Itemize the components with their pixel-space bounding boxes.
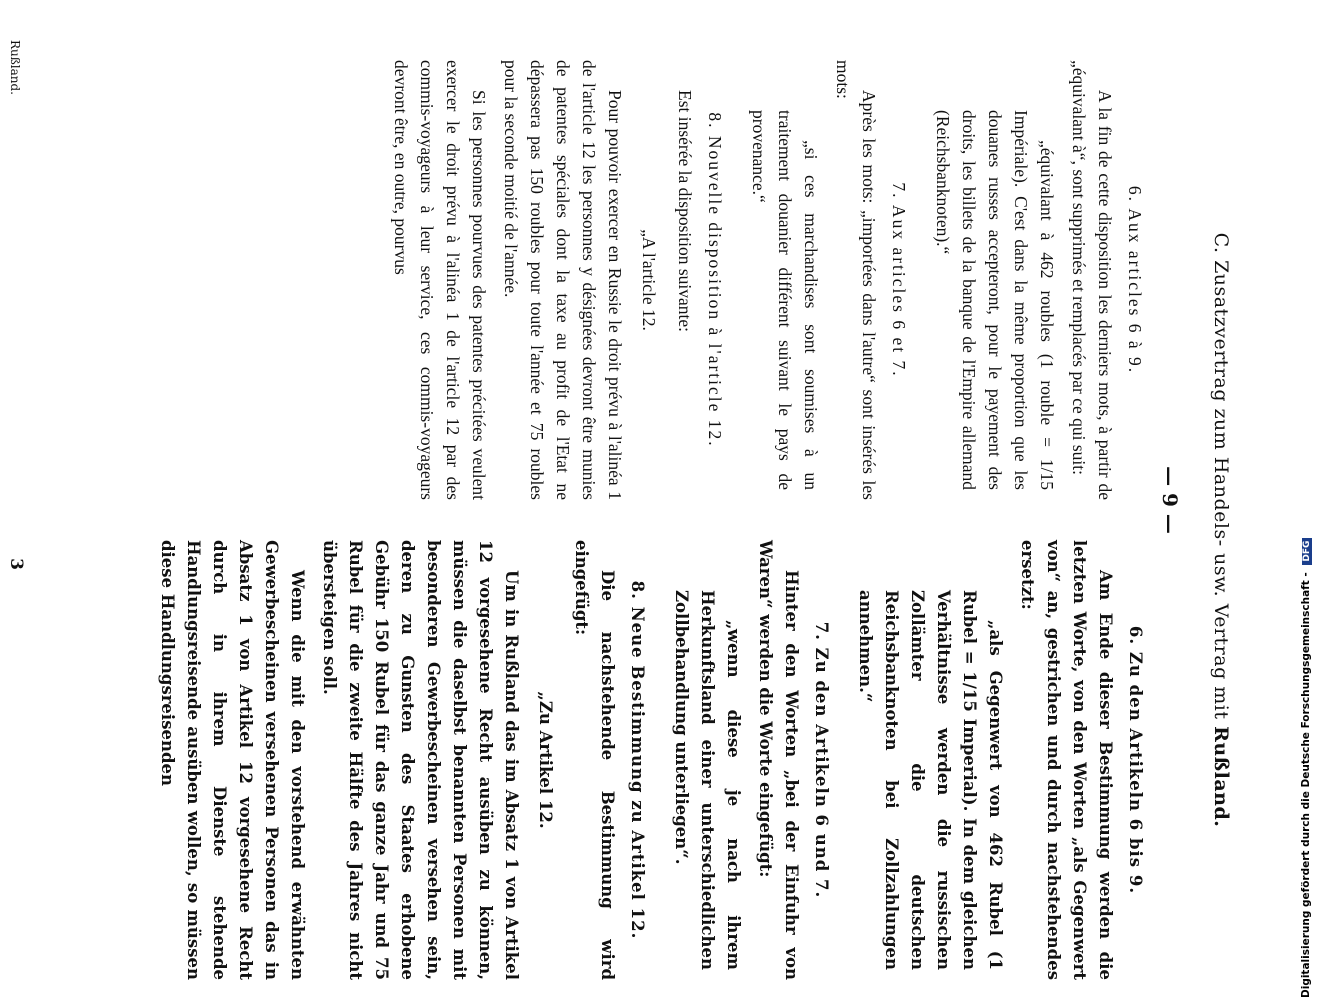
paragraph: Après les mots: „importées dans l'autre“ sont insérés les mots: <box>833 60 879 500</box>
paragraph: Wenn die mit den vorstehend erwähnten Gewerbescheinen versehenen Personen das in Absatz 1 von Artikel 12 vorgesehene Recht durch in ihrem Dienste stehende Handlungsreisende ausüben wollen, so müssen diese Handlungsreisenden <box>158 540 307 980</box>
article-subheading: „A l'article 12. <box>639 229 659 331</box>
footer-country: Rußland. <box>8 40 22 95</box>
paragraph: Um in Rußland das im Absatz 1 von Artikel 12 vorgesehene Recht ausüben zu können, müssen die daselbst benannten Personen mit besonderen Gewerbescheinen versehen sein, deren zu Gunsten des Staates erhobene Gebühr 150 Rubel für das ganze Jahr und 75 Rubel für die zweite Hälfte des Jahres nicht übersteigen soll. <box>320 540 521 980</box>
running-head <box>1210 100 1232 960</box>
german-section-6 <box>852 540 1148 980</box>
section-heading: 7. Aux articles 6 et 7. <box>889 182 909 378</box>
digitization-text: Digitalisierung gefördert durch die Deutsche Forschungsgemeinschaft - <box>1300 572 1312 998</box>
section-heading: 8. Nouvelle disposition à l'article 12. <box>705 112 725 448</box>
german-column <box>136 540 1148 980</box>
section-heading: 8. Neue Bestimmung zu Artikel 12. <box>628 580 647 940</box>
section-heading: 6. Aux articles 6 à 9. <box>1125 185 1145 375</box>
quoted-paragraph: „als Gegenwert von 462 Rubel (1 Rubel = 1/15 Imperial). In dem gleichen Verhältnisse werden die russischen Zollämter die deutschen Reichsbanknoten bei Zollzahlungen annehmen.“ <box>856 590 1005 970</box>
paragraph: Pour pouvoir exercer en Russie le droit prévu à l'alinéa 1 de l'article 12 les personnes y désignées devront être munies de patentes spéciales dont la taxe au profit de l'Etat ne dépassera pas 150 roubles pour toute l'année et 75 roubles pour la seconde moitié de l'année. <box>501 60 625 500</box>
section-heading: 7. Zu den Artikeln 6 und 7. <box>812 621 831 899</box>
running-head-title: Zusatzvertrag zum Handels- usw. Vertrag mit <box>1210 260 1232 720</box>
running-head-country: Rußland. <box>1210 726 1232 828</box>
french-column <box>370 60 1148 500</box>
paragraph: Die nachstehende Bestimmung wird eingefügt: <box>572 540 617 980</box>
paragraph: Si les personnes pourvues des patentes précitées veulent exercer le droit prévu à l'alinéa 1 de l'article 12 par des commis-voyageurs à leur service, ces commis-voyageurs devront être, en outre, pourvus <box>391 60 489 500</box>
french-section-6 <box>930 60 1148 500</box>
section-heading: 6. Zu den Artikeln 6 bis 9. <box>1126 625 1145 895</box>
paragraph: Hinter den Worten „bei der Einfuhr von Waren“ werden die Worte eingefügt: <box>756 540 801 980</box>
page-number: — 9 — <box>1158 466 1182 534</box>
german-section-7 <box>668 540 834 980</box>
german-section-8 <box>154 540 650 980</box>
article-subheading: „Zu Artikel 12. <box>536 691 555 829</box>
quoted-paragraph: „si ces marchandises sont soumises à un traitement douanier différent suivant le pays de provenance.“ <box>749 110 821 490</box>
paragraph: Est insérée la disposition suivante: <box>675 90 695 333</box>
quoted-paragraph: „équivalant à 462 roubles (1 rouble = 1/15 Impériale). C'est dans la même proportion que les douanes russes accepteront, pour le payement des droits, les billets de la banque de l'Empire allemand (Reichsbanknoten).“ <box>933 110 1057 490</box>
french-section-8 <box>388 60 728 500</box>
signature-mark: 3 <box>6 558 26 570</box>
running-head-prefix: C. <box>1210 232 1232 254</box>
dfg-logo: DFG <box>1302 538 1312 565</box>
digitization-notice <box>1300 540 1312 998</box>
quoted-paragraph: „wenn diese je nach ihrem Herkunftsland einer unterschiedlichen Zollbehandlung unterliegen“. <box>672 590 743 970</box>
french-section-7 <box>746 60 912 500</box>
paragraph: Am Ende dieser Bestimmung werden die letzten Worte, von den Worten „als Gegenwert von“ an, gestrichen und durch nachstehendes ersetzt: <box>1018 540 1115 980</box>
paragraph: A la fin de cette disposition les derniers mots, à partir de „équivalant à“, sont supprimés et remplacés par ce qui suit: <box>1069 60 1115 500</box>
